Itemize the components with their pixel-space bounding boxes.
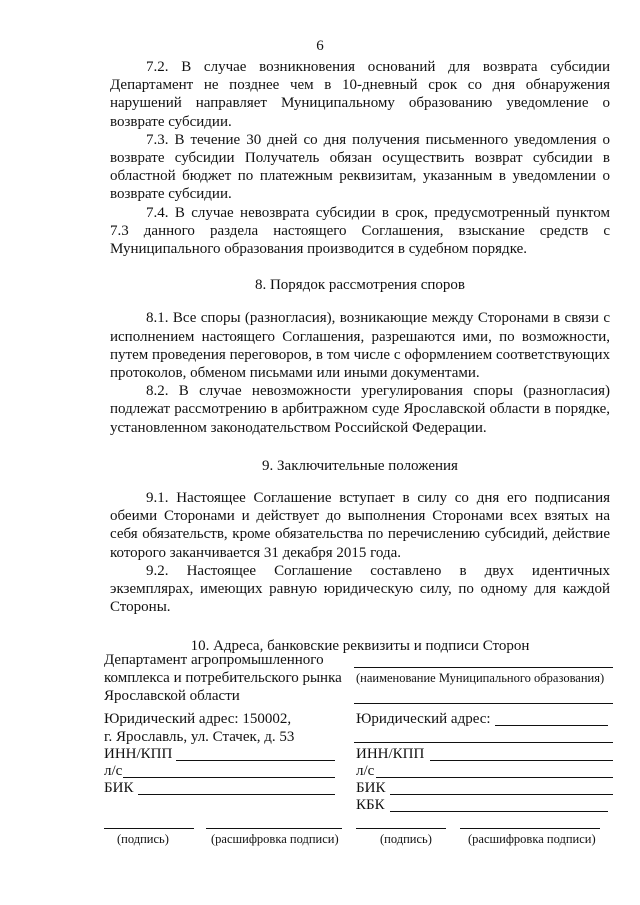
left-party-account-label: л/с	[104, 763, 123, 779]
right-party-address-line	[495, 725, 608, 726]
right-party-address-line2	[354, 742, 613, 743]
right-party-name-line2	[354, 703, 613, 704]
paragraph-9-2: 9.2. Настоящее Соглашение составлено в двух идентичных экземплярах, имеющих равную юридическую силу, по одному для каждой Стороны.	[110, 562, 610, 616]
right-party-bik-line	[390, 794, 613, 795]
right-decode-line	[460, 828, 600, 829]
right-party-bik-label: БИК	[356, 780, 386, 796]
right-signature-caption: (подпись)	[380, 832, 432, 846]
left-party-inn-line	[176, 760, 335, 761]
paragraph-7-3: 7.3. В течение 30 дней со дня получения письменного уведомления о возврате субсидии Получатель обязан осуществить возврат субсидии в областной бюджет по платежным реквизитам, указанным в уведомлении о возврате субсидии.	[110, 131, 610, 203]
left-party-address-line1: Юридический адрес: 150002,	[104, 711, 292, 727]
right-party-account-line	[376, 777, 613, 778]
right-party-kbk-line	[390, 811, 608, 812]
left-party-bik-label: БИК	[104, 780, 134, 796]
right-decode-caption: (расшифровка подписи)	[468, 832, 596, 846]
right-party-account-label: л/с	[356, 763, 375, 779]
left-party-name-line3: Ярославской области	[104, 688, 240, 704]
left-party-address-line2: г. Ярославль, ул. Стачек, д. 53	[104, 729, 295, 745]
left-signature-caption: (подпись)	[117, 832, 169, 846]
right-party-address-label: Юридический адрес:	[356, 711, 491, 727]
paragraph-8-1: 8.1. Все споры (разногласия), возникающие между Сторонами в связи с исполнением настоящего Соглашения, разрешаются ими, по возможности, путем проведения переговоров, в том числе с оформлением соответствующих протоколов, обменом письмами или иными документами.	[110, 310, 610, 382]
left-party-inn-label: ИНН/КПП	[104, 746, 173, 762]
right-signature-line	[356, 828, 446, 829]
section-10-title: 10. Адреса, банковские реквизиты и подписи Сторон	[190, 638, 530, 655]
right-party-kbk-label: КБК	[356, 797, 385, 813]
left-party-name-line1: Департамент агропромышленного	[104, 652, 324, 668]
left-party-bik-line	[138, 794, 335, 795]
left-decode-caption: (расшифровка подписи)	[211, 832, 339, 846]
page-number: 6	[316, 38, 324, 54]
right-party-inn-label: ИНН/КПП	[356, 746, 425, 762]
right-party-inn-line	[430, 760, 613, 761]
right-party-name-caption: (наименование Муниципального образования)	[356, 671, 605, 685]
paragraph-8-2: 8.2. В случае невозможности урегулирования споры (разногласия) подлежат рассмотрению в арбитражном суде Ярославской области в порядке, установленном законодательством Российской Федерации.	[110, 383, 610, 436]
document-body	[110, 58, 610, 656]
left-party-account-line	[123, 777, 335, 778]
paragraph-7-4: 7.4. В случае невозврата субсидии в срок, предусмотренный пунктом 7.3 данного раздела настоящего Соглашения, взыскание средств с Муниципального образования производится в судебном порядке.	[110, 204, 610, 258]
left-signature-line	[104, 828, 194, 829]
paragraph-7-2: 7.2. В случае возникновения оснований для возврата субсидии Департамент не позднее чем в 10-дневный срок со дня обнаружения нарушений направляет Муниципальному образованию уведомление о возврате субсидии.	[110, 59, 610, 130]
section-9-title: 9. Заключительные положения	[262, 457, 458, 474]
left-decode-line	[206, 828, 342, 829]
paragraph-9-1: 9.1. Настоящее Соглашение вступает в силу со дня его подписания обеими Сторонами и действует до выполнения Сторонами всех взятых на себя обязательств, кроме обязательства по перечислению субсидий, действие которого заканчивается 31 декабря 2015 года.	[110, 490, 610, 561]
left-party-name-line2: комплекса и потребительского рынка	[104, 670, 342, 686]
section-8-title: 8. Порядок рассмотрения споров	[254, 277, 466, 294]
right-party-name-line	[354, 667, 613, 668]
